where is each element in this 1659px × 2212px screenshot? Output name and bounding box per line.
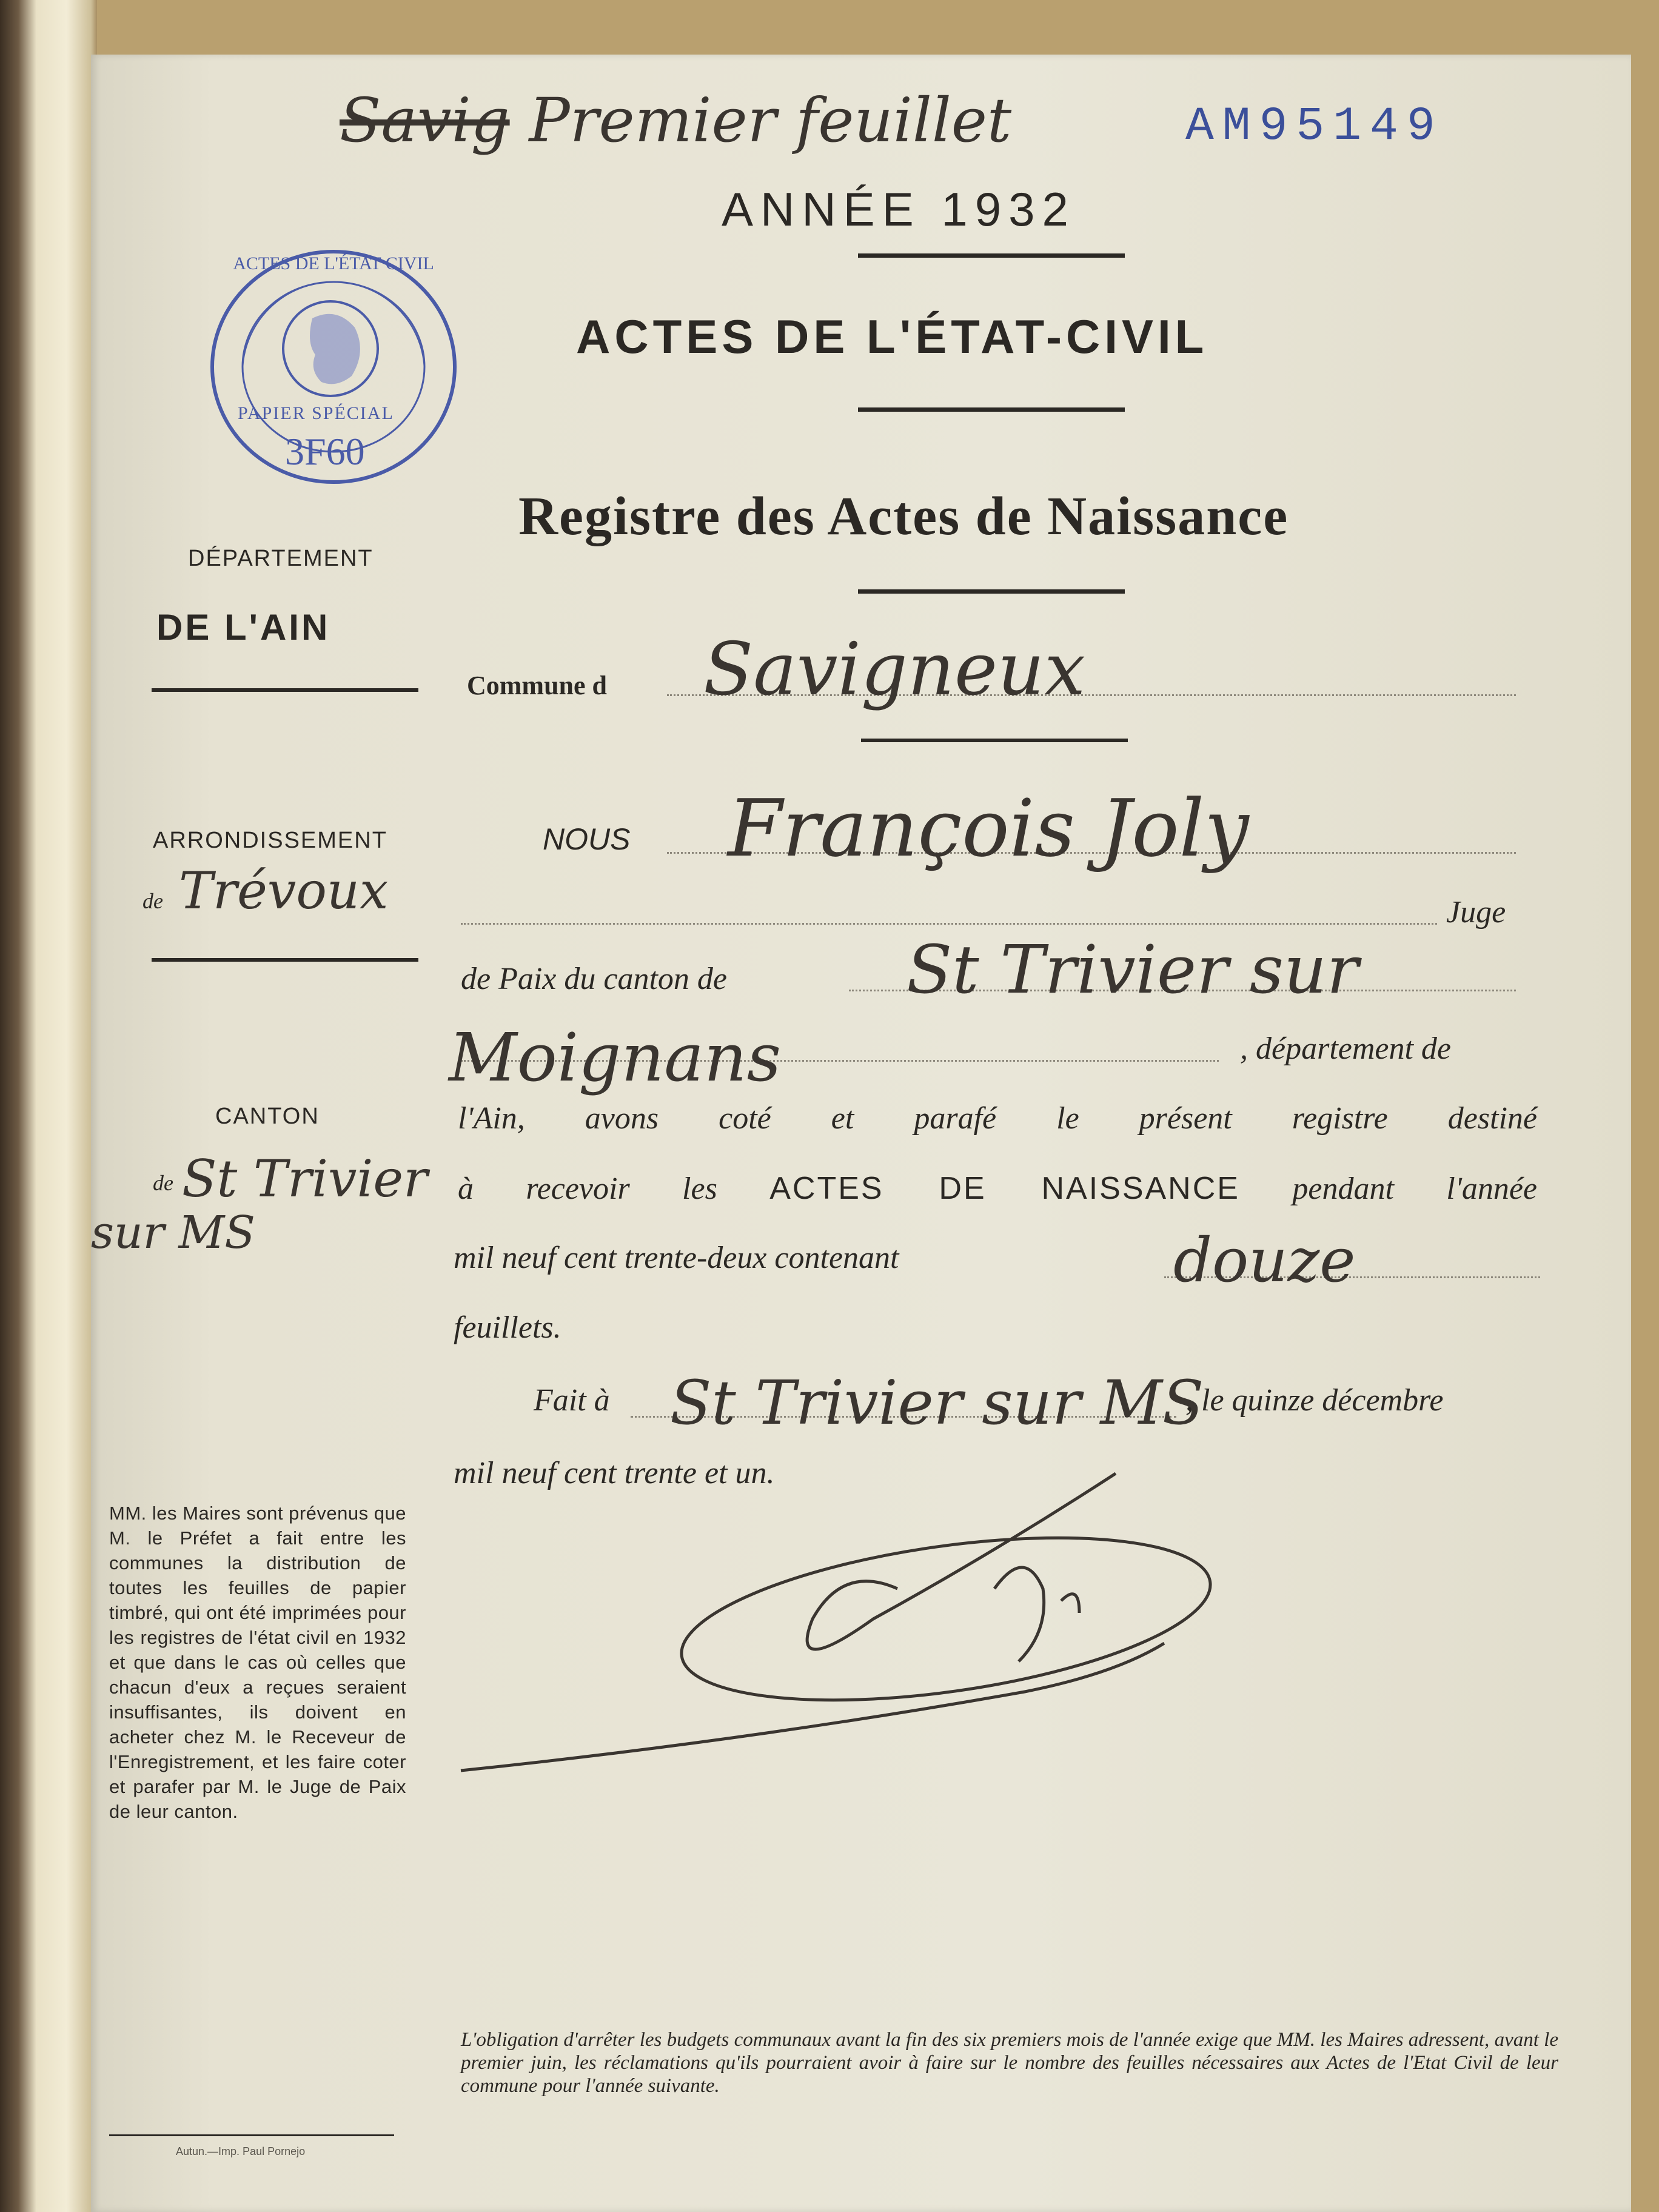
year-title: ANNÉE 1932 — [722, 183, 1076, 236]
fait-date-text: , le quinze décembre — [1185, 1383, 1444, 1418]
footer-notice: L'obligation d'arrêter les budgets communaux avant la fin des six premiers mois de l'année exige que MM. les Maires adressent, avant le premier juin, les réclamations qu'ils pourraient avoir à faire sur le nombre des feuilles nécessaires aux Actes de l'Etat Civil de leur commune pour l'année suivante. — [461, 2029, 1558, 2097]
arrondissement-de: de — [142, 889, 163, 913]
recevoir-text-a: à recevoir les — [458, 1171, 717, 1206]
count-value: douze — [1173, 1225, 1356, 1296]
sidebar-divider-1 — [152, 688, 418, 692]
nous-value: François Joly — [728, 782, 1249, 874]
handwritten-header-note — [340, 85, 1011, 156]
departement-text: , département de — [1240, 1031, 1452, 1066]
fait-place-value: St Trivier sur MS — [670, 1367, 1204, 1438]
nous-label: NOUS — [543, 822, 631, 856]
premier-feuillet-note: Premier feuillet — [529, 85, 1012, 156]
arrondissement-label: ARRONDISSEMENT — [153, 828, 387, 853]
canton-value-line1: St Trivier — [182, 1149, 428, 1208]
canton-label: CANTON — [215, 1104, 320, 1129]
canton-value-line2: sur MS — [91, 1207, 255, 1259]
canton-name-line1: St Trivier sur — [907, 931, 1359, 1008]
maires-notice: MM. les Maires sont prévenus que M. le Préfet a fait entre les communes la distribution de toutes les feuilles de papier timbré, qui ont été imprimées pour les registres de l'état civil en 1932 et que dans le cas où celles que chacun d'eux a reçues seraient insuffisantes, ils doivent en acheter chez M. le Receveur de l'Enregistrement, et les faire coter et parafer par M. le Juge de Paix de leur canton. — [109, 1503, 406, 1822]
commune-value: Savigneux — [703, 628, 1085, 712]
departement-value: DE L'AIN — [156, 607, 330, 648]
title-divider-1 — [858, 253, 1125, 258]
printer-credit: Autun.—Imp. Paul Pornejo — [176, 2145, 306, 2157]
actes-naissance-caps: ACTES DE NAISSANCE — [769, 1171, 1240, 1206]
juge-label: Juge — [1446, 895, 1506, 930]
body-line-mil-trente: mil neuf cent trente et un. — [454, 1456, 775, 1490]
commune-label: Commune d — [467, 671, 608, 700]
recevoir-text-b: pendant l'année — [1292, 1171, 1537, 1206]
title-divider-2 — [858, 407, 1125, 412]
sidebar-divider-2 — [152, 958, 418, 962]
body-line-mil: mil neuf cent trente-deux contenant — [454, 1241, 899, 1275]
stamp-price: 3F60 — [285, 430, 365, 473]
title-divider-3 — [858, 589, 1125, 594]
canton-de: de — [153, 1171, 173, 1195]
paix-canton-text: de Paix du canton de — [461, 962, 727, 996]
footer-divider — [109, 2134, 394, 2136]
body-line-recevoir — [458, 1170, 1537, 1207]
stamp-label: PAPIER SPÉCIAL — [238, 403, 394, 423]
canton-name-line2: Moignans — [449, 1019, 782, 1096]
serial-number-stamp: AM95149 — [1185, 100, 1444, 153]
body-line-ain: l'Ain, avons coté et parafé le présent registre destiné — [458, 1101, 1537, 1136]
departement-label: DÉPARTEMENT — [188, 546, 374, 571]
judge-signature — [449, 1461, 1298, 1789]
commune-divider — [861, 739, 1128, 742]
register-title: Registre des Actes de Naissance — [518, 486, 1289, 546]
stamp-ring-text: ACTES DE L'ÉTAT CIVIL — [233, 253, 434, 273]
arrondissement-value: Trévoux — [179, 861, 389, 920]
body-line-feuillets: feuillets. — [454, 1310, 561, 1345]
book-spine — [0, 0, 97, 2212]
juge-dotted-line — [461, 923, 1437, 925]
main-title: ACTES DE L'ÉTAT-CIVIL — [576, 310, 1208, 363]
struck-word: Savig — [340, 85, 510, 156]
fait-a-label: Fait à — [534, 1383, 610, 1418]
